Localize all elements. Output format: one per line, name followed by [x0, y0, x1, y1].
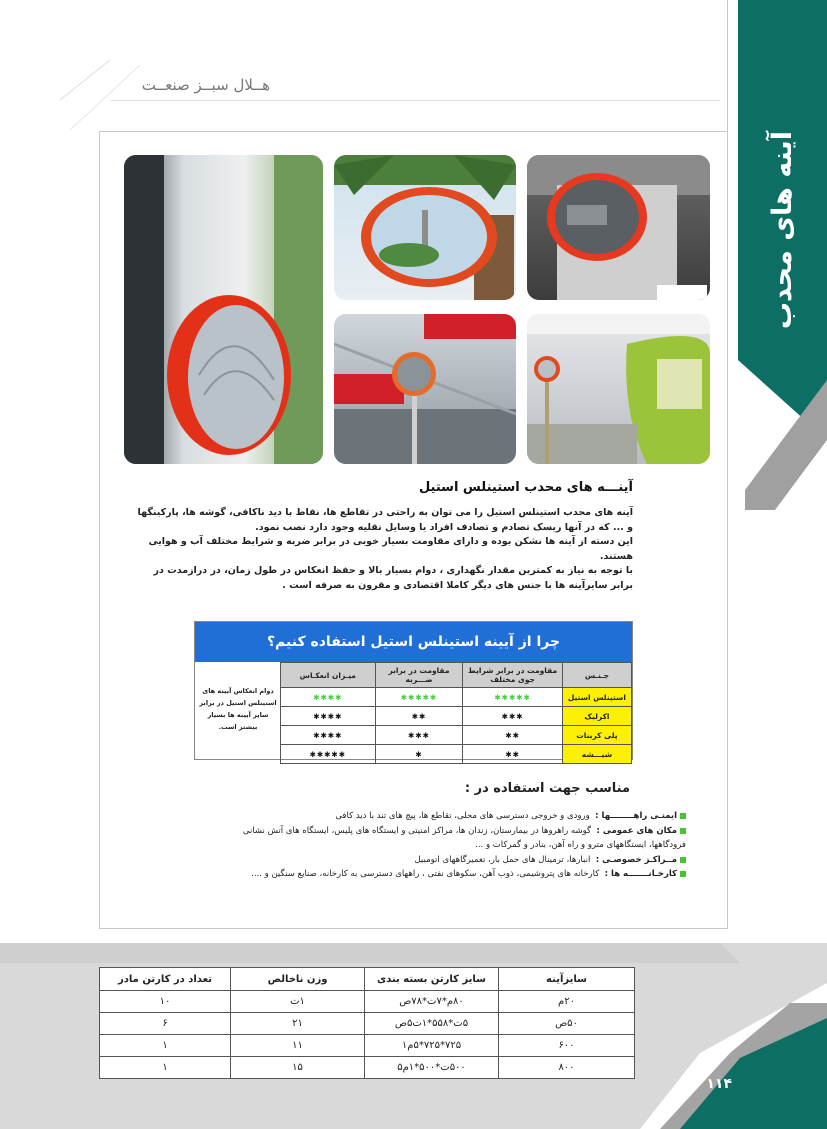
page-number: ۱۱۴ [706, 1076, 732, 1092]
reflection-rating: ✱✱✱✱ [281, 707, 376, 726]
table-row [100, 1035, 635, 1057]
body-line: این دسته از آینه ها نشکن بوده و دارای مقاومت بسیار خوبی در برابر ضربه و شرایط مختلف آب و هوایی [148, 536, 633, 547]
section-title: آینـــه های محدب استینلس استیل [418, 480, 633, 495]
material-name: شیـــشه [562, 745, 631, 764]
body-line: و ... که در آنها ریسک تصادم و تصادف افراد یا وسایل نقلیه وجود دارد نصب نمود. [255, 521, 633, 533]
spec-cell: ۲۱ [231, 1013, 365, 1035]
spec-cell: ۵ت*۵۵۸*۱ت۵ص [365, 1013, 499, 1035]
table-row [100, 991, 635, 1013]
side-gray-shape [745, 380, 827, 520]
spec-cell: ۱ [100, 1035, 231, 1057]
spec-table [99, 967, 635, 1079]
parking-mirror-illustration [527, 155, 710, 300]
spec-cell: ۷۲۵*۷۲۵*۵م۱ [365, 1035, 499, 1057]
weather-rating: ✱✱ [463, 726, 562, 745]
side-title: آینه های محدب [766, 130, 798, 330]
usage-item: مــراکـز خصوصـی : انبارها، ترمینال های حمل بار، تعمیرگاههای اتومبیل [110, 854, 686, 867]
material-name: استینلس استیل [562, 688, 631, 707]
spec-cell: ۱۰ [100, 991, 231, 1013]
header-corner-lines [60, 60, 160, 140]
usage-item-continued: فرودگاهها، ایستگاههای مترو و راه آهن، بنادر و گمرکات و ... [475, 840, 686, 850]
photo-palm-mirror [334, 155, 516, 300]
spec-header: سایزآینه [499, 968, 635, 991]
station-mirror-illustration [334, 314, 516, 464]
body-line: آینه های محدب استینلس استیل را می توان به راحتی در تقاطع ها، نقاط با دید ناکافی، گوشه ها، پارکینگها [137, 507, 633, 518]
table-row [281, 726, 632, 745]
wall-mirror-illustration [124, 155, 323, 464]
spec-header: سایز کارتن بسته بندی [365, 968, 499, 991]
header-line [110, 100, 720, 101]
green-bullet-icon [680, 857, 686, 863]
frame-top-line [100, 131, 728, 132]
body-line: با توجه به نیاز به کمترین مقدار نگهداری ، دوام بسیار بالا و حفظ انعکاس در طول زمان، در درازمدت در [153, 565, 633, 576]
usage-title: مناسب جهت استفاده در : [464, 781, 630, 796]
spec-cell: ۱ [100, 1057, 231, 1079]
spec-cell: ۱۱ [231, 1035, 365, 1057]
header-weather: مقاومت در برابر شرایط جوی مختلف [463, 663, 562, 688]
spec-cell: ۱ت [231, 991, 365, 1013]
table-row [281, 688, 632, 707]
impact-rating: ✱ [375, 745, 463, 764]
table-row [281, 745, 632, 764]
photo-train-mirror [527, 314, 710, 464]
header-impact: مقاومت در برابر ضـــربه [375, 663, 463, 688]
table-row [100, 1057, 635, 1079]
spec-header-row [100, 968, 635, 991]
impact-rating: ✱✱✱ [375, 726, 463, 745]
reflection-rating: ✱✱✱✱ [281, 688, 376, 707]
brand-logo-text: هــلال سبــز صنعــت [141, 76, 270, 94]
body-line: برابر سایرآینه ها با جنس های دیگر کاملا اقتصادی و مقرون به صرفه است . [282, 579, 633, 591]
green-bullet-icon [680, 813, 686, 819]
photo-wall-mirror [124, 155, 323, 464]
reflection-rating: ✱✱✱✱✱ [281, 745, 376, 764]
table-row [100, 1013, 635, 1035]
weather-rating: ✱✱✱ [463, 707, 562, 726]
usage-item: ایمنـی راهــــــــها : ورودی و خروجی دسترسی های محلی، تقاطع ها، پیچ های تند با دید کافی [110, 810, 686, 823]
weather-rating: ✱✱✱✱✱ [463, 688, 562, 707]
reflection-rating: ✱✱✱✱ [281, 726, 376, 745]
frame-bottom-line [99, 928, 728, 929]
spec-cell: ۶ [100, 1013, 231, 1035]
material-name: اکرلیک [562, 707, 631, 726]
photo-station-mirror [334, 314, 516, 464]
usage-item: مکان های عمومی : گوشه راهروها در بیمارستان، زندان ها، مراکز امنیتی و ایستگاه های پلیس، ایستگاه های آتش نشانی [110, 825, 686, 838]
photo-parking-mirror [527, 155, 710, 300]
comparison-table [280, 662, 632, 764]
table-row [281, 707, 632, 726]
spec-cell: ۸۰م*۷ت*۷۸ص [365, 991, 499, 1013]
spec-cell: ۲۰م [499, 991, 635, 1013]
body-line: هستند. [599, 550, 633, 562]
comparison-note: دوام انعکاس آیینه های استینلس استیل در برابر سایر آیینه ها بسیار بیشتر است. [199, 687, 277, 731]
spec-cell: ۶۰۰ [499, 1035, 635, 1057]
material-name: پلی کربنات [562, 726, 631, 745]
palm-mirror-illustration [334, 155, 516, 300]
impact-rating: ✱✱ [375, 707, 463, 726]
header-reflection: میـزان انعکـاس [281, 663, 376, 688]
usage-item: کارخـانـــــــه ها : کارخانه های پتروشیمی، ذوب آهن، سکوهای نفتی ، راههای دسترسی به کارخانه، صنایع سنگین و .... [110, 868, 686, 881]
comparison-title: چرا از آیینه استینلس استیل استفاده کنیم؟ [195, 622, 632, 662]
spec-cell: ۵۰ص [499, 1013, 635, 1035]
green-bullet-icon [680, 828, 686, 834]
weather-rating: ✱✱ [463, 745, 562, 764]
spec-cell: ۸۰۰ [499, 1057, 635, 1079]
impact-rating: ✱✱✱✱✱ [375, 688, 463, 707]
spec-header: تعداد در کارتن مادر [100, 968, 231, 991]
spec-header: وزن ناخالص [231, 968, 365, 991]
frame-right-line [727, 0, 728, 929]
train-mirror-illustration [527, 314, 710, 464]
spec-cell: ۵۰۰ت*۵۰۰*۱م۵ [365, 1057, 499, 1079]
header-material: جـنـس [562, 663, 631, 688]
comparison-header-row [281, 663, 632, 688]
spec-cell: ۱۵ [231, 1057, 365, 1079]
section-body [100, 506, 633, 593]
green-bullet-icon [680, 871, 686, 877]
